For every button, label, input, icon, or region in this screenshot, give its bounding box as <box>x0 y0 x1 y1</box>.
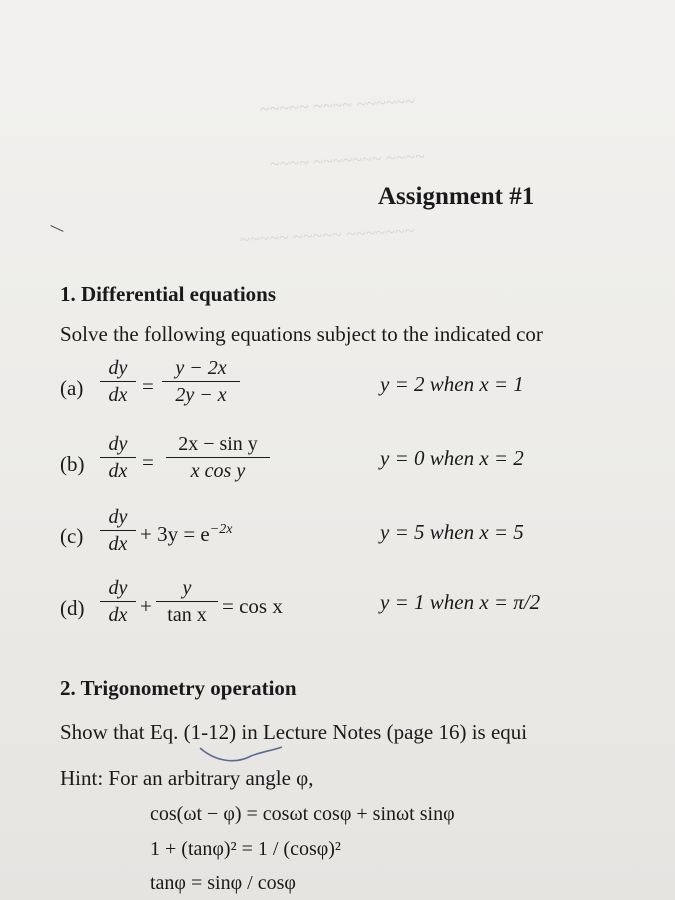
bleed-through-2: ~~~~ ~~~~~~~ ~~~~ <box>269 145 426 175</box>
lhs-denominator: dx <box>108 604 128 626</box>
rhs-fraction <box>162 356 240 407</box>
rhs-denominator: x cos y <box>190 460 246 482</box>
plus-sign: + <box>140 594 152 618</box>
problem-label: (a) <box>60 376 84 400</box>
equation-rest: = cos x <box>222 594 283 618</box>
exponent: −2x <box>209 522 233 537</box>
lhs-numerator: dy <box>108 433 128 455</box>
initial-condition: y = 0 when x = 2 <box>380 446 524 470</box>
rhs-numerator: y − 2x <box>175 357 227 379</box>
lhs-fraction <box>100 356 136 407</box>
equation-rest <box>140 522 232 547</box>
rhs-numerator: 2x − sin y <box>178 433 258 455</box>
equation-rest-text: + 3y = e <box>140 522 210 546</box>
initial-condition: y = 1 when x = π/2 <box>380 590 541 614</box>
pen-mark <box>50 225 63 232</box>
lhs-fraction <box>100 576 136 627</box>
lhs-numerator: dy <box>108 577 128 599</box>
rhs-fraction <box>166 432 270 483</box>
initial-condition: y = 5 when x = 5 <box>380 520 524 544</box>
page-title: Assignment #1 <box>378 183 535 210</box>
problem-label: (d) <box>60 596 85 620</box>
middle-numerator: y <box>182 577 192 599</box>
equals-sign: = <box>142 450 154 474</box>
lhs-fraction <box>100 505 136 556</box>
identity-1: cos(ωt − φ) = cosωt cosφ + sinωt sinφ <box>150 803 455 825</box>
lhs-denominator: dx <box>108 384 128 406</box>
problem-label: (c) <box>60 524 84 548</box>
lhs-numerator: dy <box>108 357 128 379</box>
section-1-instruction: Solve the following equations subject to the indicated cor <box>60 322 543 346</box>
identity-2: 1 + (tanφ)² = 1 / (cosφ)² <box>150 838 341 860</box>
initial-condition: y = 2 when x = 1 <box>380 372 524 396</box>
lhs-numerator: dy <box>108 506 128 528</box>
section-1-heading: 1. Differential equations <box>60 282 277 306</box>
bleed-through-3: ~~~~~ ~~~~~ ~~~~~~~ <box>239 220 415 250</box>
handwritten-underline <box>196 744 286 768</box>
lhs-denominator: dx <box>108 533 128 555</box>
middle-denominator: tan x <box>167 604 207 626</box>
equals-sign: = <box>142 374 154 398</box>
section-2-statement: Show that Eq. (1-12) in Lecture Notes (page 16) is equi <box>60 720 528 744</box>
rhs-denominator: 2y − x <box>175 384 227 406</box>
problem-label: (b) <box>60 452 85 476</box>
identity-3: tanφ = sinφ / cosφ <box>150 872 296 894</box>
lhs-denominator: dx <box>108 460 128 482</box>
section-2-heading: 2. Trigonometry operation <box>60 676 297 700</box>
hint-intro: Hint: For an arbitrary angle φ, <box>60 766 314 790</box>
lhs-fraction <box>100 432 136 483</box>
bleed-through-1: ~~~~~ ~~~~ ~~~~~~ <box>259 90 416 120</box>
middle-fraction <box>156 576 218 627</box>
